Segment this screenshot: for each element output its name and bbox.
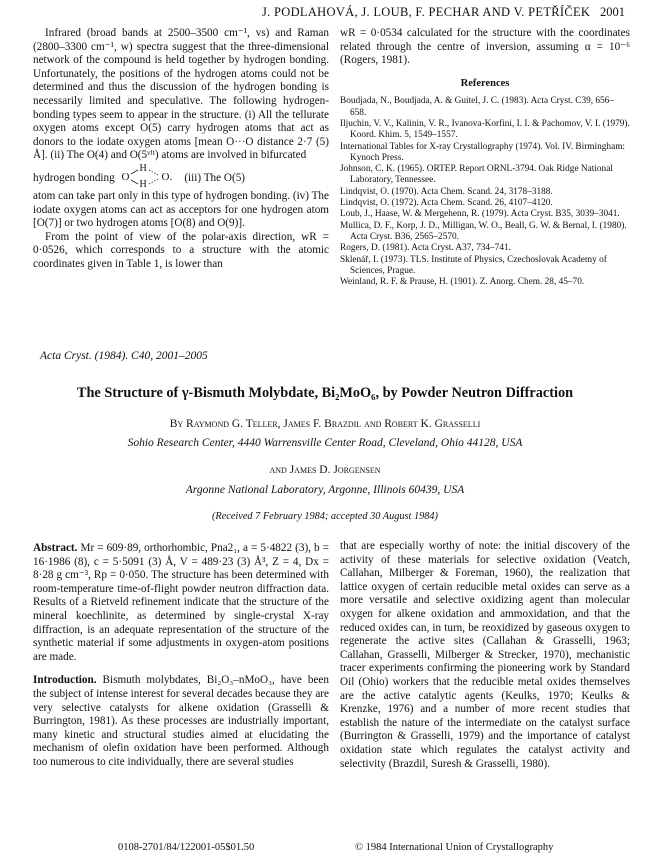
affiliation-argonne: Argonne National Laboratory, Argonne, Illinois 60439, USA [185,484,465,496]
reference-item: Iljuchin, V. V., Kalinin, V. R., Ivanova-Korfini, I. I. & Pachomov, V. I. (1979). Koord. Khim. 5, 1549–1557. [340,118,630,141]
reference-item: Rogers, D. (1981). Acta Cryst. A37, 734–741. [340,243,511,254]
article-left-column [33,542,329,770]
reference-item: Mullica, D. F., Korp, J. D., Milligan, W. O., Beall, G. W. & Bernal, I. (1980). Acta Cryst. B36, 2565–2570. [340,220,627,242]
polar-axis-paragraph: From the point of view of the polar-axis direction, wR = 0·0526, which corresponds to a structure with the atomic coordinates given in Table 1, is lower than [33,230,329,270]
reference-item: Boudjada, N., Boudjada, A. & Guitel, J. C. (1983). Acta Cryst. C39, 656–658. [340,96,614,118]
abstract-label: Abstract. [33,542,78,554]
prev-article-right-column [340,27,630,288]
hbond-formula-line: hydrogen bonding O H H O. (iii) The O(5) [33,162,246,190]
abstract [33,542,329,664]
footer-copyright: © 1984 International Union of Crystallography [355,842,554,853]
references-heading: References [460,77,510,89]
hbond-continued-paragraph: atom can take part only in this type of hydrogen bonding. (iv) The iodate oxygen atoms can act as acceptors for one hydrogen atom [O(7)] or two hydrogen atoms [O(8) and O(9)]. [33,189,329,230]
running-header [0,5,650,23]
reference-item: Lindqvist, O. (1972). Acta Chem. Scand. 26, 4107–4120. [340,198,553,209]
bifurcated-hbond-diagram: O H H O. [121,162,173,190]
introduction-text: Bismuth molybdates, Bi₂O₃–nMoO₃, have been the subject of intense interest for several decades because they are very selective catalysts for alkene oxidation (Grasselli & Burrington, 1981). As these processes are industrially important, many kinetic and structural studies aimed at elucidating the mechanism of olefin oxidation have been performed. Although too numerous to cite individually, there are several studies [33,674,329,768]
page-number: 2001 [600,5,625,19]
reference-item: International Tables for X-ray Crystallography (1974). Vol. IV. Birmingham: Kynoch Press. [340,141,626,163]
article-right-column [340,540,630,771]
hbond-discussion-paragraph: Infrared (broad bands at 2500–3500 cm⁻¹, vs) and Raman (2800–3300 cm⁻¹, w) spectra suggest that the three-dimensional network of the compound is held together by hydrogen bonding. Unfortunately, the positions of the hydrogen atoms could not be determined and thus the discussion of the hydrogen bonding is necessarily limited and speculative. The following hydrogen-bonding types seem to appear in the structure. (i) All the tellurate oxygen atoms except O(5) carry hydrogen atoms that act as donors to the iodate oxygen atoms [mean O···O distance 2·7 (5) Å]. (ii) The O(4) and O(5ᵛⁱⁱ) atoms are involved in bifurcated [33,27,329,162]
prev-article-left-column [33,27,329,272]
abstract-text: Mr = 609·89, orthorhombic, Pna2₁, a = 5·4822 (3), b = 16·1986 (8), c = 5·5091 (3) Å, V = 489·23 (3) Å³, Z = 4, Dx = 8·28 g cm⁻³, Rp = 0·050. The structure has been determined with room-temperature time-of-flight powder neutron diffraction data. Results of a Rietveld refinement indicate that the structure of the mineral koechlinite, as determined by single-crystal X-ray diffraction, is an adequate representation of the structure of the synthetic material if some adjustments in oxygen-atom positions are made. [33,542,329,663]
header-authors: J. PODLAHOVÁ, J. LOUB, F. PECHAR AND V. PETŘÍČEK [262,5,591,19]
article-citation: Acta Cryst. (1984). C40, 2001–2005 [40,350,208,362]
introduction-continued: that are especially worthy of note: the initial discovery of the activity of these materials for selective oxidation (Veatch, Callahan, Milberger & Foreman, 1960), the realization that lattice oxygen of certain reducible metal oxides can serve as a more versatile and selective oxidizing agent than molecular oxygen for alkene oxidation and ammoxidation, and that the reduced oxides can, in turn, be reoxidized by gaseous oxygen to regenerate the active sites (Callahan & Grasselli, 1963; Callahan, Grasselli, Milberger & Strecker, 1970), mechanistic tracer experiments confirming the pioneering work by Standard Oil (Ohio) workers that the reducible metal oxides themselves are the active catalytic agents (Keulks, 1970; Keulks & Krenzke, 1976) and a number of more recent studies that establish the nature of the intermediate on the catalyst surface (Burrington & Grasselli, 1979) and the importance of catalyst oxidation state which regulates the catalyst activity and selectivity (Brazdil, Suresh & Grasselli, 1980). [340,540,630,770]
footer-code: 0108-2701/84/122001-05$01.50 [118,842,255,853]
reference-item: Sklenář, I. (1973). TLS. Institute of Physics, Czechoslovak Academy of Sciences, Prague. [340,254,607,276]
article-title: The Structure of γ-Bismuth Molybdate, Bi₂MoO₆, by Powder Neutron Diffraction [76,385,574,401]
author-byline: By Raymond G. Teller, James F. Brazdil and Robert K. Grasselli [169,418,481,430]
reference-item: Johnson, C. K. (1965). ORTEP. Report ORNL-3794. Oak Ridge National Laboratory, Tennessee. [340,164,613,186]
introduction-label: Introduction. [33,674,97,687]
introduction [33,674,329,769]
affiliation-sohio: Sohio Research Center, 4440 Warrensville Center Road, Cleveland, Ohio 44128, USA [127,437,523,449]
reference-item: Loub, J., Haase, W. & Mergehenn, R. (1979). Acta Cryst. B35, 3039–3041. [340,209,620,220]
wr-paragraph: wR = 0·0534 calculated for the structure with the coordinates related through the centre of inversion, assuming α = 10⁻⁶ (Rogers, 1981). [340,27,630,67]
second-author-line: and James D. Jorgensen [269,464,381,476]
reference-item: Lindqvist, O. (1970). Acta Chem. Scand. 24, 3178–3188. [340,186,553,197]
reference-list [340,96,630,288]
reference-item: Weinland, R. F. & Prause, H. (1901). Z. Anorg. Chem. 28, 45–70. [340,277,585,288]
received-dates: (Received 7 February 1984; accepted 30 August 1984) [212,511,438,522]
